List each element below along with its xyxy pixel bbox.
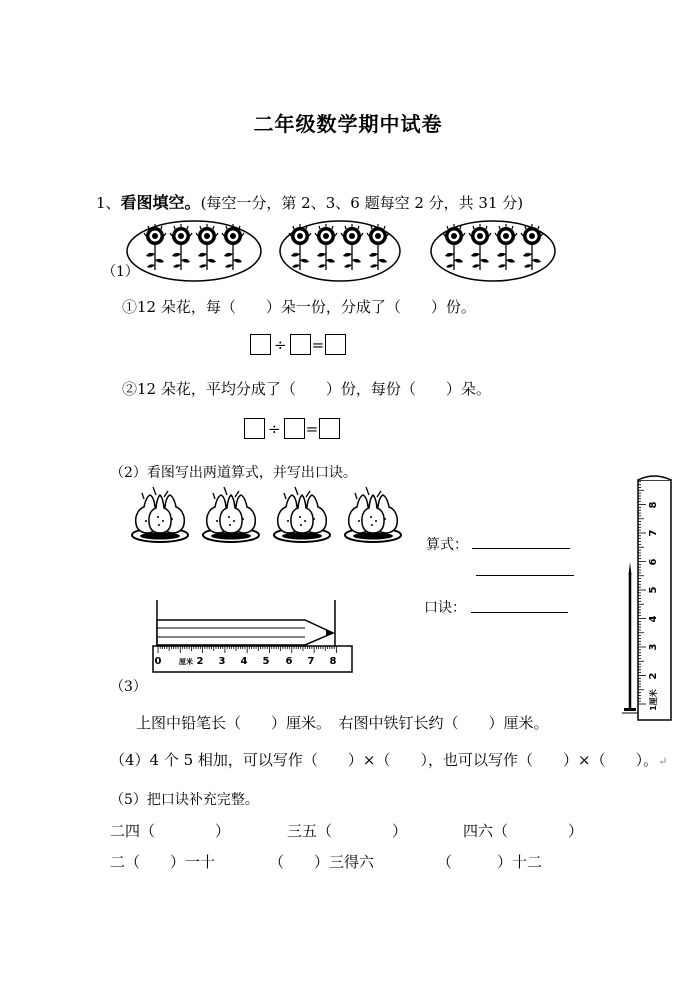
rhyme-fill-4: 二（ ）一十 xyxy=(110,853,216,871)
question-title: 看图填空。 xyxy=(120,193,201,212)
equals-sign: = xyxy=(311,335,325,354)
rhyme-label: 口诀： xyxy=(424,600,466,616)
part-2-heading: （2）看图写出两道算式，并写出口诀。 xyxy=(110,465,357,481)
ruler-tick-label: 3 xyxy=(648,643,659,651)
ruler-tick-label: 8 xyxy=(329,656,337,667)
divide-sign: ÷ xyxy=(274,335,287,354)
vertical-ruler xyxy=(638,480,671,720)
ruler-tick-label: 5 xyxy=(262,656,270,667)
ruler-tick-label: 6 xyxy=(285,656,293,667)
part-4-question xyxy=(110,749,667,770)
ruler-tick-label: 8 xyxy=(648,501,659,509)
nail-icon xyxy=(622,562,638,713)
ruler-tick-label: 2 xyxy=(196,656,204,667)
rhyme-fill-1: 二四（ ） xyxy=(110,822,231,840)
rhyme-fill-6: （ ）十二 xyxy=(437,853,543,871)
part-3-question: 上图中铅笔长（ ）厘米。 右图中铁钉长约（ ）厘米。 xyxy=(136,714,549,732)
return-mark-icon: ↵ xyxy=(658,755,668,768)
ruler-tick-label: 3 xyxy=(218,656,226,667)
divide-sign: ÷ xyxy=(268,419,281,438)
question-note: (每空一分，第 2、3、6 题每空 2 分，共 31 分) xyxy=(200,194,524,212)
ruler-tick-label: 0 xyxy=(154,656,162,667)
part-1-label: （1） xyxy=(102,264,139,280)
rhyme-fill-5: （ ）三得六 xyxy=(269,853,375,871)
part-5-heading: （5）把口诀补充完整。 xyxy=(110,792,259,808)
part-1-question-b: ②12 朵花，平均分成了（ ）份，每份（ ）朵。 xyxy=(122,380,491,398)
part-1-question-a: ①12 朵花，每（ ）朵一份，分成了（ ）份。 xyxy=(122,298,476,316)
part-4-text: （4）4 个 5 相加，可以写作（ ）×（ ），也可以写作（ ）×（ ）。 xyxy=(110,751,659,769)
ruler-tick-label: 7 xyxy=(648,529,659,537)
ruler-unit-label: 厘米 xyxy=(179,658,193,666)
page-title: 二年级数学期中试卷 xyxy=(253,112,443,136)
question-number: 1、 xyxy=(96,194,121,212)
formula-label: 算式： xyxy=(426,537,468,553)
ruler-tick-label: 2 xyxy=(648,672,659,680)
part-3-label: （3） xyxy=(110,679,147,695)
ruler-tick-label: 6 xyxy=(648,558,659,566)
ruler-tick-label: 7 xyxy=(307,656,315,667)
ruler-tick-label: 4 xyxy=(240,656,248,667)
ruler-start-label: 1厘米 xyxy=(649,689,658,711)
ruler-tick-label: 4 xyxy=(648,615,659,623)
rhyme-fill-2: 三五（ ） xyxy=(287,822,408,840)
ruler-tick-label: 5 xyxy=(648,586,659,594)
equals-sign: = xyxy=(305,419,319,438)
rhyme-fill-3: 四六（ ） xyxy=(463,822,584,840)
